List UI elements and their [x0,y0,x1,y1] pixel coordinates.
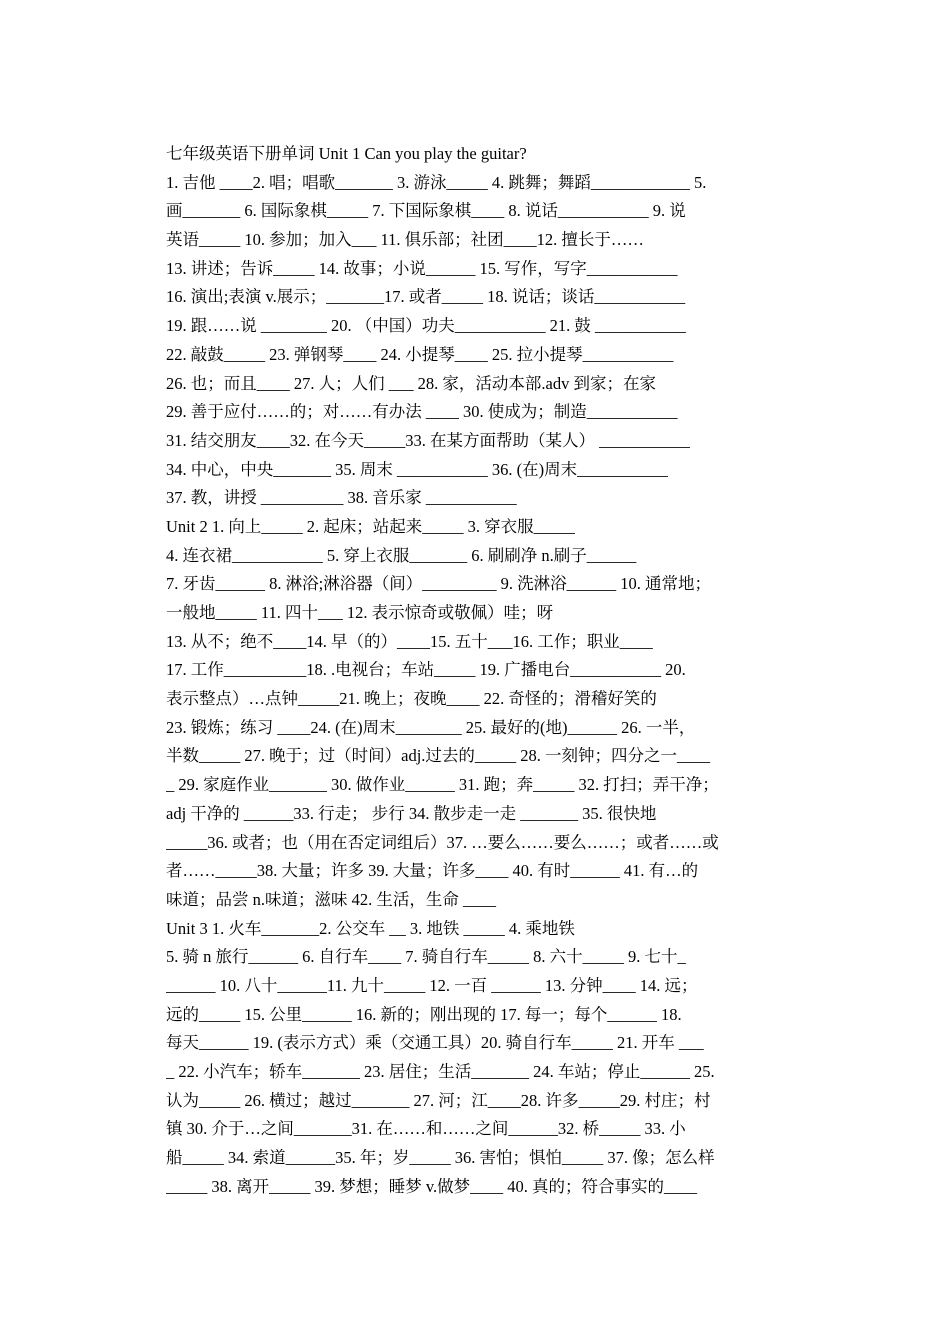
vocabulary-text [166,140,790,1201]
text-line: 镇 30. 介于…之间_______31. 在……和……之间______32. 桥_____ 33. 小 [166,1119,686,1139]
text-line: 17. 工作__________18. .电视台；车站_____ 19. 广播电台___________ 20. [166,660,686,680]
text-line: 一般地_____ 11. 四十___ 12. 表示惊奇或敬佩）哇；呀 [166,603,554,622]
text-line: 23. 锻炼；练习 ____24. (在)周末________ 25. 最好的(地)______ 26. 一半， [166,717,696,737]
text-line: ______ 10. 八十______11. 九十_____ 12. 一百 ______ 13. 分钟____ 14. 远； [166,975,698,995]
text-line: 29. 善于应付……的；对……有办法 ____ 30. 使成为；制造___________ [166,402,678,422]
text-line: 远的_____ 15. 公里______ 16. 新的；刚出现的 17. 每一；每个______ 18. [166,1004,682,1024]
text-line: 画_______ 6. 国际象棋_____ 7. 下国际象棋____ 8. 说话___________ 9. 说 [166,201,686,221]
text-line: 34. 中心，中央_______ 35. 周末 ___________ 36. (在)周末___________ [166,459,668,479]
text-line: 英语_____ 10. 参加；加入___ 11. 俱乐部；社团____12. 擅长于…… [166,230,644,250]
text-line: 16. 演出;表演 v.展示；_______17. 或者_____ 18. 说话；谈话___________ [166,287,686,307]
text-line: 1. 吉他 ____2. 唱；唱歌_______ 3. 游泳_____ 4. 跳舞；舞蹈____________ 5. [166,172,707,192]
text-line: _____ 38. 离开_____ 39. 梦想；睡梦 v.做梦____ 40. 真的；符合事实的____ [166,1176,698,1196]
text-line: Unit 3 1. 火车_______2. 公交车 __ 3. 地铁 _____ 4. 乘地铁 [166,918,575,938]
text-line: 七年级英语下册单词 Unit 1 Can you play the guitar? [166,144,527,163]
text-line: adj 干净的 ______33. 行走； 步行 34. 散步走一走 _______ 35. 很快地 [166,803,657,823]
text-line: 19. 跟……说 ________ 20. （中国）功夫___________ 21. 鼓 ___________ [166,316,686,336]
text-line: _ 29. 家庭作业_______ 30. 做作业______ 31. 跑；奔_____ 32. 打扫；弄干净； [166,775,719,795]
text-line: 者……_____38. 大量；许多 39. 大量；许多____ 40. 有时______ 41. 有…的 [166,861,699,881]
text-line: Unit 2 1. 向上_____ 2. 起床；站起来_____ 3. 穿衣服_____ [166,516,575,536]
text-line: _ 22. 小汽车；轿车_______ 23. 居住；生活_______ 24. 车站；停止______ 25. [166,1062,715,1081]
text-line: 13. 从不；绝不____14. 早（的）____15. 五十___16. 工作；职业____ [166,631,653,651]
text-line: 22. 敲鼓_____ 23. 弹钢琴____ 24. 小提琴____ 25. 拉小提琴___________ [166,344,674,364]
text-line: 半数_____ 27. 晚于；过（时间）adj.过去的_____ 28. 一刻钟；四分之一____ [166,746,711,766]
text-line: 船_____ 34. 索道______35. 年；岁_____ 36. 害怕；惧怕_____ 37. 像；怎么样 [166,1148,715,1168]
text-line: 5. 骑 n 旅行______ 6. 自行车____ 7. 骑自行车_____ 8. 六十_____ 9. 七十_ [166,947,686,967]
text-line: _____36. 或者；也（用在否定词组后）37. …要么……要么……；或者……或 [166,832,719,852]
text-line: 认为_____ 26. 横过；越过_______ 27. 河；江____28. 许多_____29. 村庄；村 [166,1090,711,1110]
text-line: 7. 牙齿______ 8. 淋浴;淋浴器（间）_________ 9. 洗淋浴______ 10. 通常地； [166,574,711,594]
text-line: 每天______ 19. (表示方式）乘（交通工具）20. 骑自行车_____ 21. 开车 ___ [166,1033,704,1053]
text-line: 4. 连衣裙___________ 5. 穿上衣服_______ 6. 刷刷净 n.刷子______ [166,545,637,565]
text-line: 37. 教，讲授 __________ 38. 音乐家 ___________ [166,488,517,508]
text-line: 味道；品尝 n.味道；滋味 42. 生活，生命 ____ [166,889,496,909]
text-line: 表示整点）…点钟_____21. 晚上；夜晚____ 22. 奇怪的；滑稽好笑的 [166,689,657,709]
text-line: 13. 讲述；告诉_____ 14. 故事；小说______ 15. 写作，写字___________ [166,258,678,278]
text-line: 31. 结交朋友____32. 在今天_____33. 在某方面帮助（某人） ___________ [166,430,690,450]
text-line: 26. 也；而且____ 27. 人；人们 ___ 28. 家，活动本部.adv 到家；在家 [166,373,656,393]
